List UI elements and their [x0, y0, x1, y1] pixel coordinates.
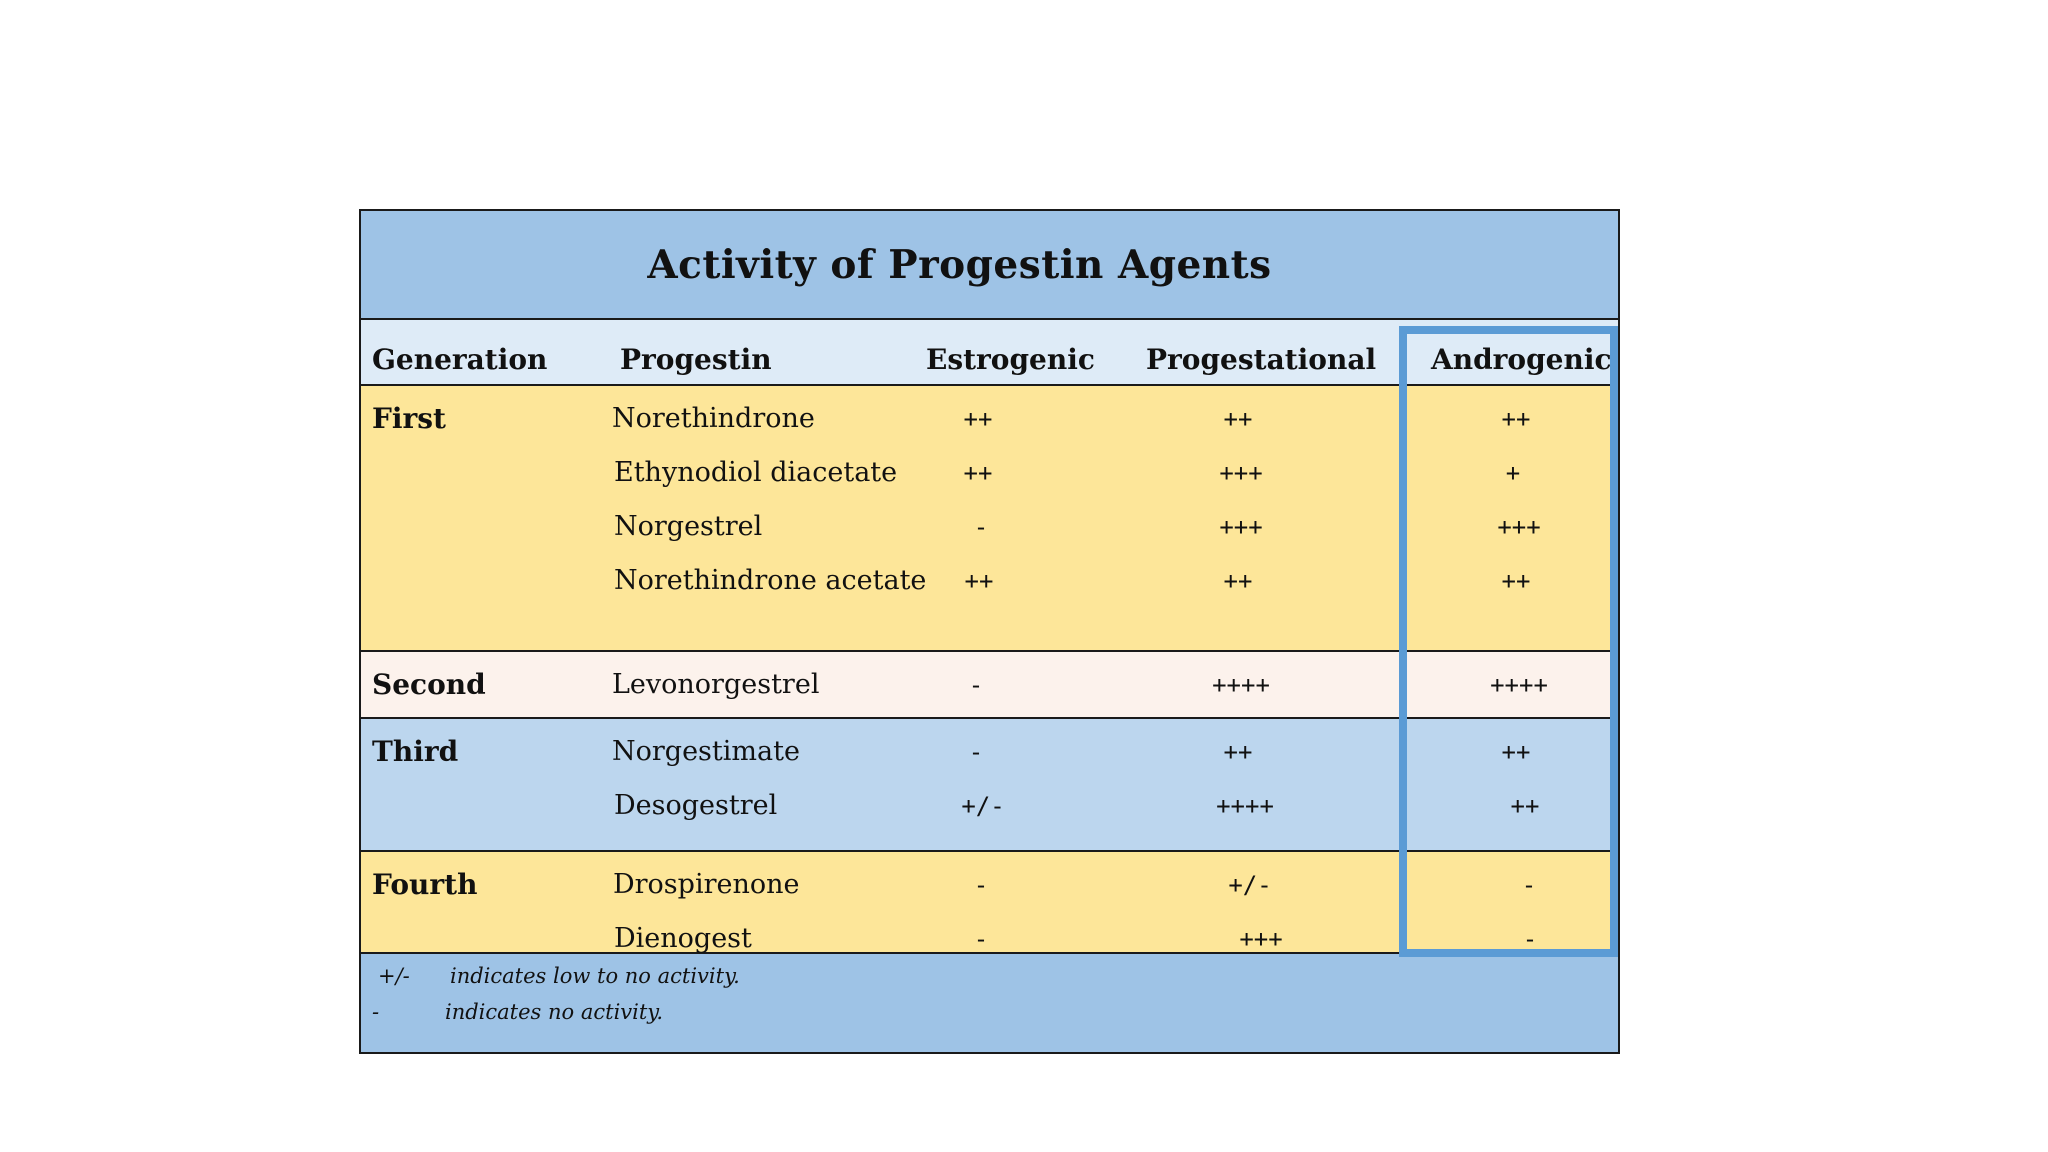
header-androgenic: Androgenic [1431, 343, 1612, 376]
progestin-name: Ethynodiol diacetate [614, 457, 898, 488]
estrogenic-value: - [973, 513, 989, 541]
androgenic-value: ++++ [1490, 671, 1548, 699]
androgenic-value: ++ [1501, 738, 1531, 766]
estrogenic-value: ++ [963, 405, 993, 433]
estrogenic-value: ++ [963, 459, 993, 487]
androgenic-value: - [1521, 871, 1537, 899]
androgenic-value: + [1505, 459, 1521, 487]
estrogenic-value: ++ [964, 567, 994, 595]
footnote-symbol: +/- [378, 964, 410, 988]
footnote-symbol: - [372, 1000, 380, 1024]
progestational-value: ++ [1223, 405, 1253, 433]
header-progestational: Progestational [1146, 343, 1377, 376]
table-title: Activity of Progestin Agents [647, 241, 1272, 288]
androgenic-value: +++ [1497, 513, 1541, 541]
estrogenic-value: - [973, 925, 989, 953]
progestin-name: Desogestrel [614, 790, 778, 821]
footnote-text: indicates no activity. [445, 1000, 664, 1024]
header-progestin: Progestin [620, 343, 772, 376]
androgenic-value: ++ [1510, 792, 1540, 820]
progestational-value: +++ [1219, 459, 1263, 487]
generation-label-second: Second [372, 668, 486, 701]
generation-label-first: First [372, 402, 446, 435]
third-generation-section [361, 719, 1618, 852]
estrogenic-value: - [968, 671, 984, 699]
generation-label-third: Third [372, 735, 459, 768]
progestin-name: Norethindrone [612, 403, 815, 434]
progestin-name: Levonorgestrel [612, 669, 820, 700]
generation-label-fourth: Fourth [372, 868, 478, 901]
progestin-name: Norethindrone acetate [614, 565, 927, 596]
second-generation-section [361, 652, 1618, 719]
progestin-name: Drospirenone [613, 869, 800, 900]
estrogenic-value: +/- [961, 792, 1005, 820]
footnote-text: indicates low to no activity. [450, 964, 740, 988]
progestational-value: +++ [1219, 513, 1263, 541]
fourth-generation-section [361, 852, 1618, 954]
progestational-value: ++ [1223, 567, 1253, 595]
androgenic-value: ++ [1501, 567, 1531, 595]
first-generation-section [361, 386, 1618, 652]
progestational-value: +/- [1228, 871, 1272, 899]
progestational-value: +++ [1239, 925, 1283, 953]
progestin-name: Norgestrel [614, 511, 763, 542]
estrogenic-value: - [968, 738, 984, 766]
progestin-name: Dienogest [614, 923, 752, 954]
progestational-value: ++++ [1212, 671, 1270, 699]
androgenic-value: ++ [1501, 405, 1531, 433]
progestational-value: ++++ [1216, 792, 1274, 820]
column-header-row [361, 320, 1618, 386]
estrogenic-value: - [973, 871, 989, 899]
header-generation: Generation [372, 343, 548, 376]
header-estrogenic: Estrogenic [926, 343, 1095, 376]
progestin-activity-table [359, 209, 1620, 1054]
progestin-name: Norgestimate [612, 736, 800, 767]
progestational-value: ++ [1223, 738, 1253, 766]
androgenic-value: - [1522, 925, 1538, 953]
legend-footnotes [361, 954, 1618, 1052]
table-title-band [361, 211, 1618, 320]
